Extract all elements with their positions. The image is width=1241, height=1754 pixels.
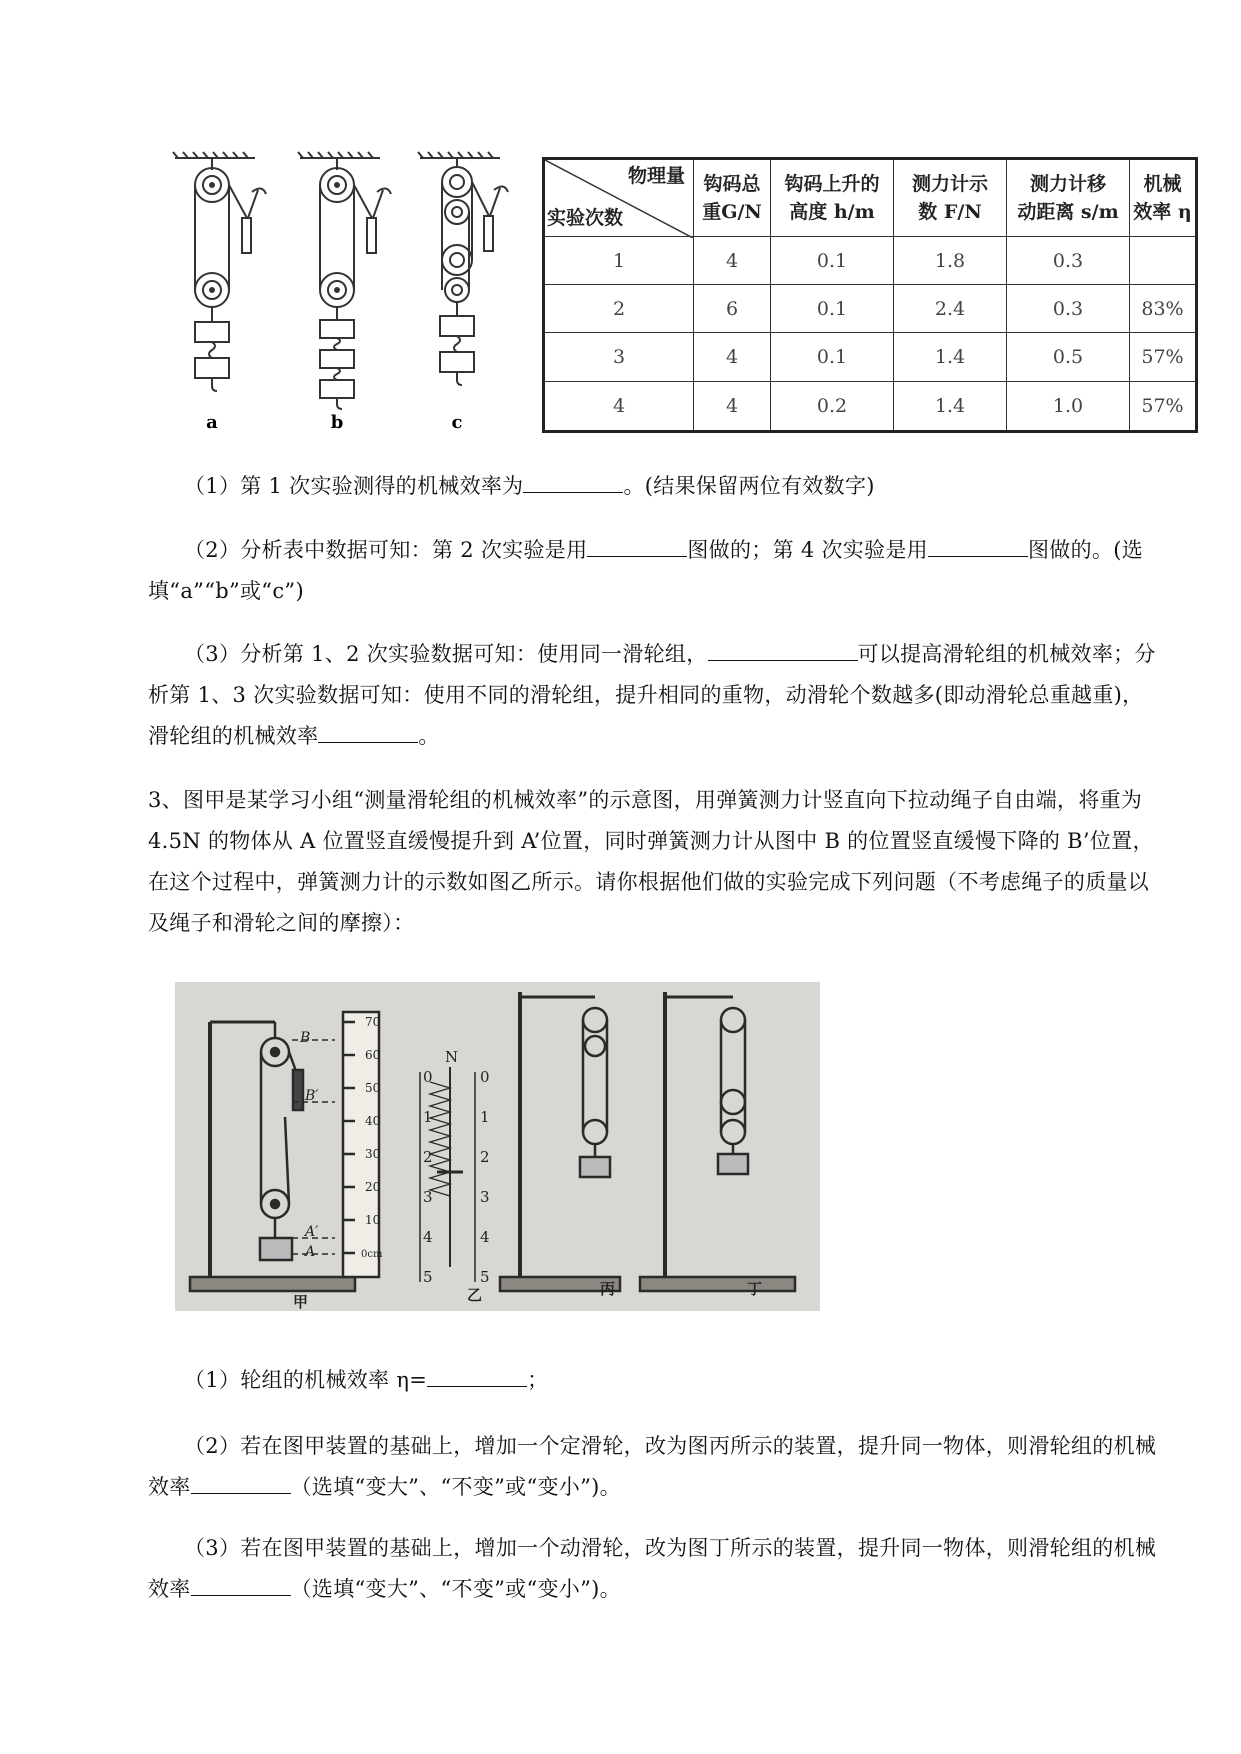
answer-blank[interactable]	[191, 1573, 291, 1596]
scale-unit: N	[445, 1048, 459, 1066]
corner-bottom-label: 实验次数	[547, 207, 624, 229]
ruler-tick: 50	[365, 1081, 381, 1095]
figure-label-b: b	[330, 412, 344, 433]
figure-label-a: a	[206, 412, 218, 433]
answer-blank[interactable]	[708, 638, 858, 661]
answer-blank[interactable]	[427, 1364, 527, 1387]
ruler-tick: 20	[365, 1180, 381, 1194]
corner-top-label: 物理量	[627, 165, 685, 187]
scale-tick: 2	[423, 1148, 433, 1166]
figure-label-bing: 丙	[600, 1280, 616, 1298]
table-row: 3 4 0.1 1.4 0.5 57%	[544, 333, 1197, 381]
table-header: 钩码总 重G/N	[694, 159, 771, 237]
table-corner-cell	[544, 159, 694, 237]
ruler-tick: 10	[365, 1213, 381, 1227]
ruler-tick: 0cm	[361, 1249, 383, 1260]
scale-tick: 0	[480, 1068, 490, 1086]
table-row: 1 4 0.1 1.8 0.3	[544, 237, 1197, 285]
apparatus-photo-figure	[175, 982, 820, 1311]
scale-tick: 3	[480, 1188, 490, 1206]
ruler-tick: 30	[365, 1147, 381, 1161]
q2-part2: （2）分析表中数据可知：第 2 次实验是用 图做的；第 4 次实验是用 图做的。(选填“a”“b”或“c”)	[148, 530, 1164, 612]
point-label-a-prime: A′	[305, 1224, 319, 1240]
scale-tick: 0	[423, 1068, 433, 1086]
table-header: 钩码上升的 高度 h/m	[771, 159, 894, 237]
point-label-a: A	[305, 1244, 316, 1260]
table-header: 测力计移 动距离 s/m	[1007, 159, 1130, 237]
answer-blank[interactable]	[523, 470, 623, 493]
q3-part2: （2）若在图甲装置的基础上，增加一个定滑轮，改为图丙所示的装置，提升同一物体，则滑轮组的机械效率 （选填“变大”、“不变”或“变小”)。	[148, 1434, 1157, 1499]
table-header: 机械 效率 η	[1130, 159, 1197, 237]
q3-intro: 3、图甲是某学习小组“测量滑轮组的机械效率”的示意图，用弹簧测力计竖直向下拉动绳子自由端，将重为 4.5N 的物体从 A 位置竖直缓慢提升到 A’位置，同时弹簧测力计从图中 B 的位置竖直缓慢下降的 B’位置，在这个过程中，弹簧测力计的示数如图乙所示。请你根据他们做的实验完成下列问题（不考虑绳子的质量以及绳子和滑轮之间的摩擦）：	[148, 788, 1154, 935]
answer-blank[interactable]	[587, 534, 687, 557]
point-label-b: B	[300, 1030, 311, 1046]
pulley-setup-figure	[170, 150, 515, 435]
table-header: 测力计示 数 F/N	[894, 159, 1007, 237]
scale-tick: 1	[423, 1108, 433, 1126]
scale-tick: 4	[480, 1228, 490, 1246]
ruler-tick: 70	[365, 1015, 381, 1029]
q3-part3: （3）若在图甲装置的基础上，增加一个动滑轮，改为图丁所示的装置，提升同一物体，则滑轮组的机械效率 （选填“变大”、“不变”或“变小”)。	[148, 1536, 1157, 1601]
ruler-tick: 40	[365, 1114, 381, 1128]
experiment-data-table	[542, 157, 1198, 433]
q2-part1: （1）第 1 次实验测得的机械效率为 。(结果保留两位有效数字)	[148, 466, 1164, 507]
table-row: 4 4 0.2 1.4 1.0 57%	[544, 381, 1197, 431]
scale-tick: 3	[423, 1188, 433, 1206]
figure-label-yi: 乙	[467, 1286, 483, 1304]
ruler-tick: 60	[365, 1048, 381, 1062]
scale-tick: 5	[423, 1268, 433, 1286]
scale-tick: 4	[423, 1228, 433, 1246]
q2-part3: （3）分析第 1、2 次实验数据可知：使用同一滑轮组， 可以提高滑轮组的机械效率；分析第 1、3 次实验数据可知：使用不同的滑轮组，提升相同的重物，动滑轮个数越多(即动滑轮总重越重)，滑轮组的机械效率 。	[148, 634, 1164, 757]
point-label-b-prime: B′	[305, 1088, 319, 1104]
table-row: 2 6 0.1 2.4 0.3 83%	[544, 285, 1197, 333]
scale-tick: 1	[480, 1108, 490, 1126]
answer-blank[interactable]	[318, 720, 418, 743]
scale-tick: 2	[480, 1148, 490, 1166]
q3-part1: （1）轮组的机械效率 η= ；	[148, 1360, 1164, 1401]
figure-label-ding: 丁	[747, 1280, 763, 1298]
answer-blank[interactable]	[928, 534, 1028, 557]
figure-label-c: c	[451, 412, 463, 433]
scale-tick: 5	[480, 1268, 490, 1286]
figure-label-jia: 甲	[293, 1293, 309, 1311]
answer-blank[interactable]	[191, 1471, 291, 1494]
